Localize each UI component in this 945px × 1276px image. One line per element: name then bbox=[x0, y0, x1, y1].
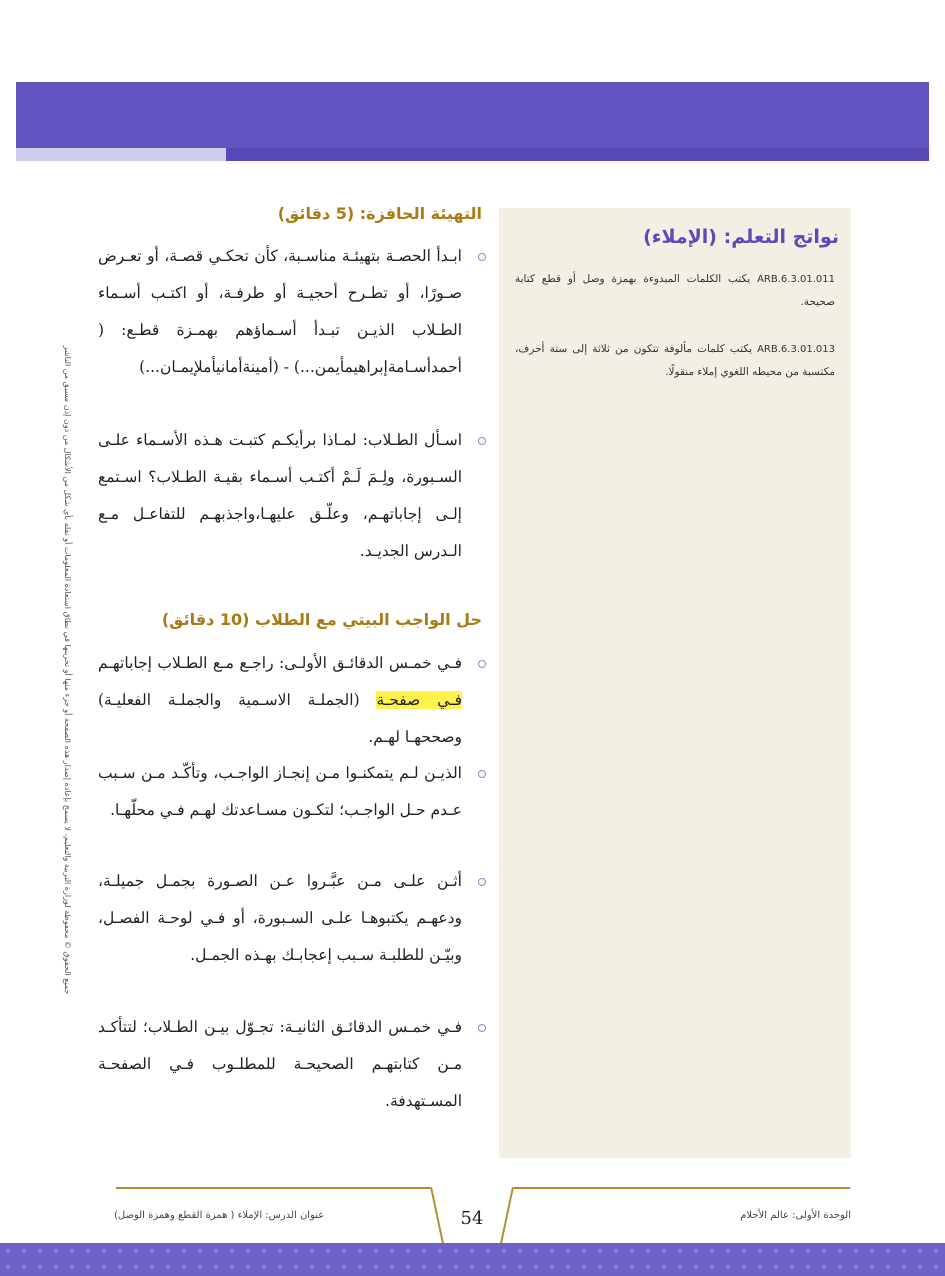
outcome-code: ARB.6.3.01.013 bbox=[757, 344, 835, 355]
header-strip-accent bbox=[226, 148, 929, 161]
footer-pattern-band bbox=[0, 1243, 945, 1276]
learning-outcomes-box bbox=[499, 208, 851, 1158]
bullet-icon bbox=[478, 660, 486, 668]
header-strip-notch bbox=[212, 148, 226, 161]
bullet-icon bbox=[478, 878, 486, 886]
highlighted-text: فـي صفحـة bbox=[376, 691, 463, 709]
list-item bbox=[98, 863, 486, 974]
list-item-text bbox=[98, 645, 462, 756]
list-item-text: ابـدأ الحصـة بتهيئـة مناسـبة، كأن تحكـي قصـة، أو تعـرض صـورًا، أو تطـرح أحجيـة أو طرفـة، أو اكتـب أسـماء الطـلاب الذيـن تبـدأ أسـماؤهم بهمـزة قطـع: ( أحمدأسـامةإبراهيمأيمن...) - (أمينةأمانيأملإيمـان...) bbox=[98, 247, 462, 376]
text-part: (الجملـة الاسـمية والجملـة الفعليـة) وصححهـا لهـم. bbox=[98, 691, 462, 746]
list-item-text: اسـأل الطـلاب: لمـاذا برأيكـم كتبـت هـذه الأسـماء علـى السـبورة، ولِـمَ لَـمْ أكتـب أسـماء بقيـة الطـلاب؟ اسـتمع إلـى إجاباتهـم، وعلّـق عليهـا،واجذبهـم للتفاعـل مـع الـدرس الجديـد. bbox=[98, 431, 462, 560]
outcome-item bbox=[515, 268, 835, 313]
bullet-icon bbox=[478, 1024, 486, 1032]
outcome-text: يكتب كلمات مألوفة تتكون من ثلاثة إلى ستة أحرف، مكتسبة من محيطه اللغوي إملاء منقولًا. bbox=[515, 343, 835, 378]
list-item bbox=[98, 422, 486, 570]
header-banner bbox=[16, 82, 929, 150]
list-item-text: الذيـن لـم يتمكنـوا مـن إنجـاز الواجـب، وتأكّـد مـن سـبب عـدم حـل الواجـب؛ لتكـون مسـاعدتك لهـم فـي محلّهـا. bbox=[98, 764, 462, 819]
lesson-title: عنوان الدرس: الإملاء ( همزة القطع وهمزة الوصل) bbox=[114, 1210, 325, 1221]
list-item bbox=[98, 1009, 486, 1120]
section-title-warmup: التهيئة الحافزة: (5 دقائق) bbox=[277, 204, 482, 223]
outcome-item bbox=[515, 338, 835, 383]
unit-title: الوحدة الأولى: عالم الأحلام bbox=[740, 1210, 851, 1221]
bullet-icon bbox=[478, 770, 486, 778]
page-number: 54 bbox=[460, 1208, 484, 1229]
bullet-icon bbox=[478, 437, 486, 445]
section-title-homework: حل الواجب البيتي مع الطلاب (10 دقائق) bbox=[161, 610, 482, 629]
copyright-note: جميع الحقوق © محفوظة لوزارة التربية والتعليم، لا يسمح بإعادة إصدار هذه الصفحة أو جزء منها أو تخزينها في نطاق استعادة المعلومات أو نقله بأي شكل من الأشكال من دون إذن مسبق من الناشر bbox=[63, 345, 72, 995]
list-item-text: فـي خمـس الدقائـق الثانيـة: تجـوّل بيـن الطـلاب؛ لتتأكـد مـن كتابتهـم الصحيحـة للمطلـوب فـي الصفحـة المسـتهدفة. bbox=[98, 1018, 462, 1110]
outcome-text: يكتب الكلمات المبدوءة بهمزة وصل أو قطع كتابة صحيحة. bbox=[515, 273, 835, 308]
text-part: فـي خمـس الدقائـق الأولـى: راجـع مـع الطـلاب إجاباتهـم bbox=[98, 654, 462, 672]
list-item bbox=[98, 645, 486, 756]
outcome-code: ARB.6.3.01.011 bbox=[757, 274, 835, 285]
list-item bbox=[98, 755, 486, 829]
bullet-icon bbox=[478, 253, 486, 261]
outcomes-title: نواتج التعلم: (الإملاء) bbox=[643, 226, 839, 248]
list-item bbox=[98, 238, 486, 386]
list-item-text: أثـن علـى مـن عبَّـروا عـن الصـورة بجمـل جميلـة، ودعهـم يكتبوهـا علـى السـبورة، أو فـي لوحـة الفصـل، وبيّـن للطلبـة سـبب إعجابـك بهـذه الجمـل. bbox=[98, 872, 462, 964]
